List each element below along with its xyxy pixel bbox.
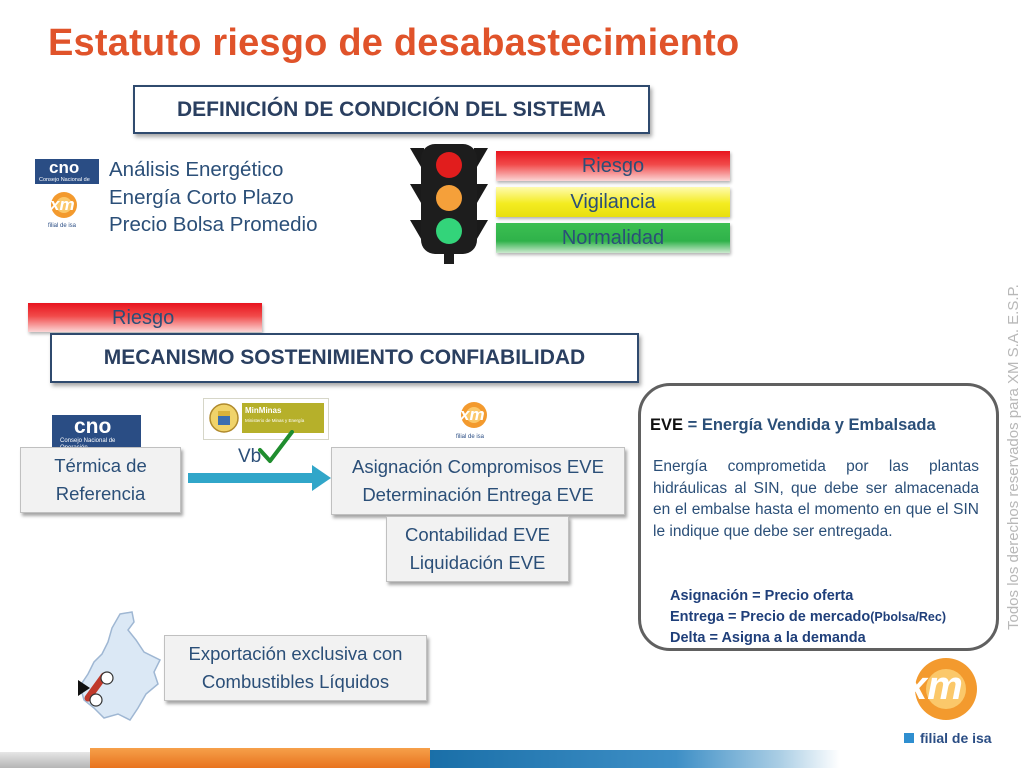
exportacion-box (164, 635, 427, 701)
termica-box (20, 447, 181, 513)
cno-logo-sub: Consejo Nacional de Operación (39, 177, 90, 190)
contabilidad-line: Liquidación EVE (409, 552, 546, 573)
asignacion-line: Asignación Compromisos EVE (352, 456, 604, 477)
definicion-box (133, 85, 650, 134)
analysis-item: Análisis Energético (109, 158, 284, 181)
footer-filial: filial de isa (920, 730, 992, 746)
footer-bar (0, 748, 1024, 768)
level-vigilancia: Vigilancia (496, 187, 730, 217)
termica-line: Térmica de (54, 455, 147, 476)
level-riesgo: Riesgo (496, 151, 730, 181)
arrow-right-icon (188, 462, 332, 494)
copyright-text: Todos los derechos reservados para XM S.A. E.S.P. (1005, 284, 1022, 630)
xm-filial: filial de isa (48, 223, 77, 229)
cno-logo-text: cno (49, 158, 80, 177)
eve-rule-asignacion: Asignación = Precio oferta (670, 588, 854, 604)
eve-rule-entrega: Entrega = Precio de mercado(Pbolsa/Rec) (670, 609, 946, 625)
exportacion-line: Exportación exclusiva con (188, 643, 403, 664)
level-normalidad: Normalidad (496, 223, 730, 253)
eve-heading (650, 416, 936, 435)
mecanismo-label: MECANISMO SOSTENIMIENTO CONFIABILIDAD (103, 346, 586, 369)
xm-filial: filial de isa (456, 434, 485, 440)
eve-heading-rest: = Energía Vendida y Embalsada (683, 416, 936, 434)
xm-logo-middle (452, 400, 502, 446)
coat-of-arms-icon (208, 402, 240, 434)
cno-logo-lower (52, 415, 141, 448)
asignacion-line: Determinación Entrega EVE (362, 484, 594, 505)
eve-description: Energía comprometida por las plantas hidráulicas al SIN, que debe ser almacenada en el embalse hasta el momento en que el SIN le indique que debe ser entregada. (653, 458, 979, 540)
vb-label: Vb (238, 446, 262, 467)
filial-square-icon (904, 733, 914, 743)
analysis-item: Precio Bolsa Promedio (109, 213, 318, 236)
mecanismo-box (50, 333, 639, 383)
asignacion-box (331, 447, 625, 515)
cno-logo (35, 158, 99, 190)
eve-info-panel (638, 383, 999, 651)
xm-logo-text: xm (50, 195, 75, 214)
colombia-map-icon (74, 610, 168, 722)
traffic-light-icon (408, 142, 490, 264)
eve-rule-delta: Delta = Asigna a la demanda (670, 630, 866, 646)
contabilidad-line: Contabilidad EVE (404, 524, 550, 545)
riesgo-tag-label: Riesgo (112, 307, 175, 329)
minminas-sub: Ministerio de Minas y Energía (245, 418, 305, 423)
xm-logo-text: xm (460, 405, 485, 424)
definicion-label: DEFINICIÓN DE CONDICIÓN DEL SISTEMA (177, 97, 606, 121)
riesgo-tag (28, 303, 262, 332)
xm-logo (42, 190, 102, 234)
termica-line: Referencia (55, 483, 146, 504)
eve-rules (670, 586, 946, 649)
minminas-text: MinMinas (245, 406, 282, 415)
check-icon (258, 430, 294, 464)
contabilidad-box (386, 516, 569, 582)
cno-logo-sub: Consejo Nacional de (60, 438, 116, 444)
exportacion-line: Combustibles Líquidos (201, 671, 390, 692)
analysis-list (109, 156, 318, 239)
footer-xm-logo (896, 656, 1006, 748)
slide-title: Estatuto riesgo de desabastecimiento (48, 22, 740, 64)
analysis-item: Energía Corto Plazo (109, 185, 294, 209)
footer-xm-text: xm (905, 664, 963, 708)
cno-logo-text: cno (74, 415, 112, 438)
eve-heading-abbr: EVE (650, 416, 684, 434)
